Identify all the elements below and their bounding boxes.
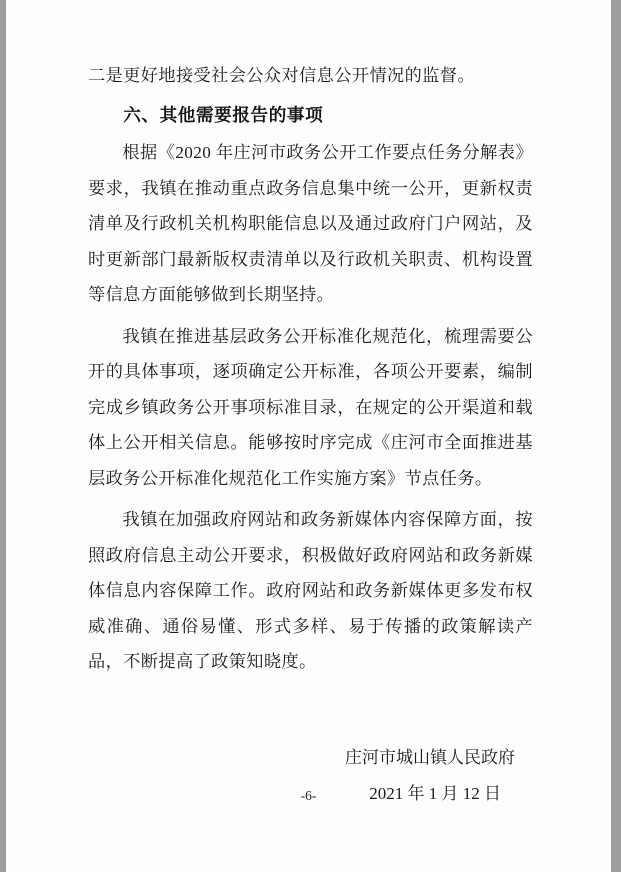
paragraph-body-1: 根据《2020 年庄河市政务公开工作要点任务分解表》要求，我镇在推动重点政务信息集中统一公开，更新权责清单及行政机关机构职能信息以及通过政府门户网站，及时更新部门最新版权责清单以及行政机关职责、机构设置等信息方面能够做到长期坚持。: [88, 143, 533, 304]
signature-date: 2021 年 1 月 12 日: [369, 783, 501, 803]
paragraph-body-3: 我镇在加强政府网站和政务新媒体内容保障方面，按照政府信息主动公开要求，积极做好政府网站和政务新媒体信息内容保障工作。政府网站和政务新媒体更多发布权威准确、通俗易懂、形式多样、易于传播的政策解读产品，不断提高了政策知晓度。: [88, 510, 533, 671]
page-number: -6-: [300, 788, 317, 803]
paragraph-intro: 二是更好地接受社会公众对信息公开情况的监督。: [88, 66, 475, 85]
paragraph-body-2: 我镇在推进基层政务公开标准化规范化，梳理需要公开的具体事项，逐项确定公开标准，各项公开要素，编制完成乡镇政务公开事项标准目录，在规定的公开渠道和载体上公开相关信息。能够按时序完成《庄河市全面推进基层政务公开标准化规范化工作实施方案》节点任务。: [88, 326, 533, 488]
document-body: [88, 58, 533, 812]
page-sheet: [6, 0, 611, 872]
section-heading-other-matters: 六、其他需要报告的事项: [123, 104, 324, 125]
signature-organization: 庄河市城山镇人民政府: [345, 747, 515, 767]
